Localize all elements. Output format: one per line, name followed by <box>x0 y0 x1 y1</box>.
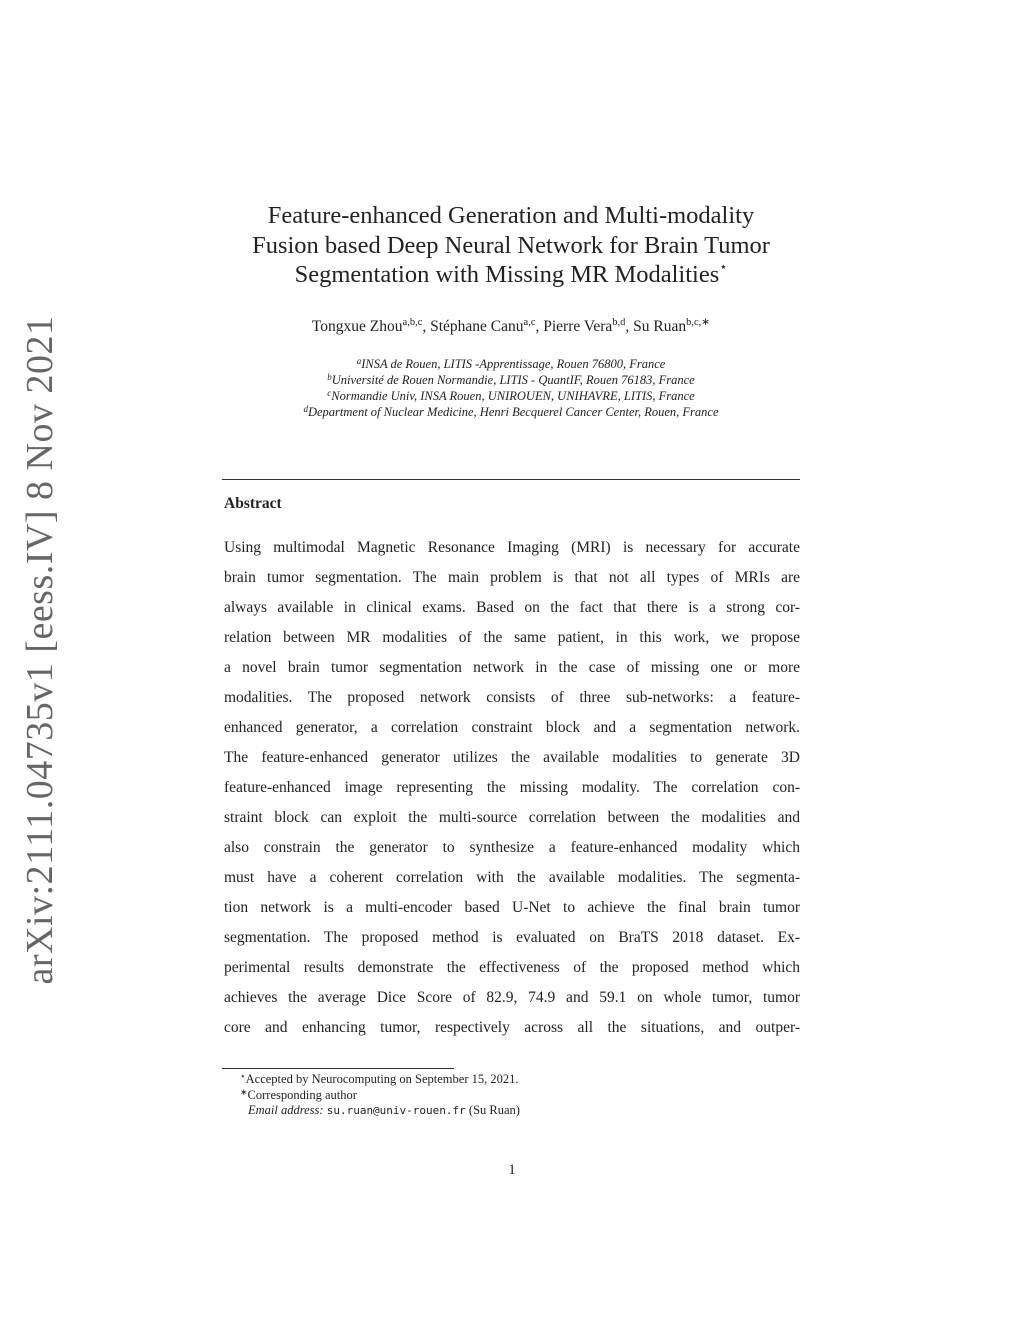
abstract-line: always available in clinical exams. Based on the fact that there is a strong cor- <box>224 599 800 616</box>
abstract-line: tion network is a multi-encoder based U-Net to achieve the final brain tumor <box>224 899 800 916</box>
email-address-link[interactable]: su.ruan@univ-rouen.fr <box>326 1104 466 1117</box>
author-name: Pierre Vera <box>543 318 613 335</box>
footnotes <box>240 1072 520 1119</box>
footnote-email <box>240 1103 520 1119</box>
author-list: Tongxue Zhou$^{a,b,c}$, Stéphane Canu$^{a,c}$, Pierre Vera$^{b,d}$, Su Ruan$^{b,c,∗}$ <box>311 317 711 335</box>
footnote-marker: ⋆ <box>240 1071 246 1081</box>
affiliation <box>222 356 800 372</box>
arxiv-id-text: arXiv:2111.04735v1 [eess.IV] 8 Nov 2021 <box>19 315 61 985</box>
author-name: Tongxue Zhou <box>311 318 403 335</box>
author-affil-sup: a,b,c <box>402 317 423 328</box>
abstract-line: core and enhancing tumor, respectively across all the situations, and outper- <box>224 1019 800 1036</box>
abstract-line: modalities. The proposed network consists of three sub-networks: a feature- <box>224 689 800 706</box>
author-name: Su Ruan <box>633 318 687 335</box>
author-affil-sup: a,c <box>523 317 536 328</box>
abstract-line: brain tumor segmentation. The main problem is that not all types of MRIs are <box>224 569 800 586</box>
abstract-line: achieves the average Dice Score of 82.9, 74.9 and 59.1 on whole tumor, tumor <box>224 989 800 1006</box>
footnote-rule <box>222 1068 454 1069</box>
footnote-accepted <box>240 1072 520 1088</box>
footnote-marker: ∗ <box>240 1086 248 1097</box>
affiliation-sup: c <box>327 388 332 398</box>
title-line-3: Segmentation with Missing MR Modalities <box>294 261 720 288</box>
affiliation-text: Normandie Univ, INSA Rouen, UNIROUEN, UNIHAVRE, LITIS, France <box>331 389 695 403</box>
footnote-text: Accepted by Neurocomputing on September 15, 2021. <box>245 1072 519 1086</box>
title-line-3-wrap <box>222 260 800 290</box>
affiliation-sup: d <box>303 404 308 414</box>
title-line-1: Feature-enhanced Generation and Multi-modality <box>267 202 755 229</box>
abstract-heading: Abstract <box>224 495 282 512</box>
abstract-line: segmentation. The proposed method is evaluated on BraTS 2018 dataset. Ex- <box>224 929 800 946</box>
footnote-text: Corresponding author <box>247 1087 357 1102</box>
affiliation <box>222 372 800 388</box>
affiliation-sup: b <box>327 372 332 382</box>
abstract-line: relation between MR modalities of the same patient, in this work, we propose <box>224 629 800 646</box>
affiliation-sup: a <box>356 356 362 366</box>
abstract-line: The feature-enhanced generator utilizes the available modalities to generate 3D <box>224 749 800 766</box>
abstract-line: straint block can exploit the multi-source correlation between the modalities and <box>224 809 800 826</box>
abstract-line: a novel brain tumor segmentation network in the case of missing one or more <box>224 659 800 676</box>
page-number: 1 <box>508 1162 516 1178</box>
affiliation-text: Department of Nuclear Medicine, Henri Becquerel Cancer Center, Rouen, France <box>307 405 719 419</box>
author-affil-sup: b,d <box>612 317 626 328</box>
email-label: Email address: <box>248 1103 324 1117</box>
abstract-top-rule <box>222 479 800 480</box>
affiliation-text: Université de Rouen Normandie, LITIS - QuantIF, Rouen 76183, France <box>331 373 695 387</box>
abstract-line: Using multimodal Magnetic Resonance Imaging (MRI) is necessary for accurate <box>224 539 800 556</box>
abstract-line: perimental results demonstrate the effectiveness of the proposed method which <box>224 959 800 976</box>
abstract-line: enhanced generator, a correlation constraint block and a segmentation network. <box>224 719 800 736</box>
affiliation <box>222 404 800 420</box>
abstract-line: feature-enhanced image representing the missing modality. The correlation con- <box>224 779 800 796</box>
abstract-body <box>224 533 800 1043</box>
affiliation-list <box>222 356 800 420</box>
author-affil-sup: b,c,∗ <box>686 317 711 328</box>
footnote-corresponding <box>240 1088 520 1104</box>
paper-title <box>222 201 800 290</box>
title-footnote-marker: ⋆ <box>719 259 728 274</box>
author-name: Stéphane Canu <box>430 318 524 335</box>
title-line-2: Fusion based Deep Neural Network for Brain Tumor <box>252 231 770 259</box>
abstract-line: also constrain the generator to synthesize a feature-enhanced modality which <box>224 839 800 856</box>
affiliation <box>222 388 800 404</box>
abstract-line: must have a coherent correlation with the available modalities. The segmenta- <box>224 869 800 886</box>
affiliation-text: INSA de Rouen, LITIS -Apprentissage, Rouen 76800, France <box>361 357 666 371</box>
email-owner: (Su Ruan) <box>468 1103 520 1117</box>
